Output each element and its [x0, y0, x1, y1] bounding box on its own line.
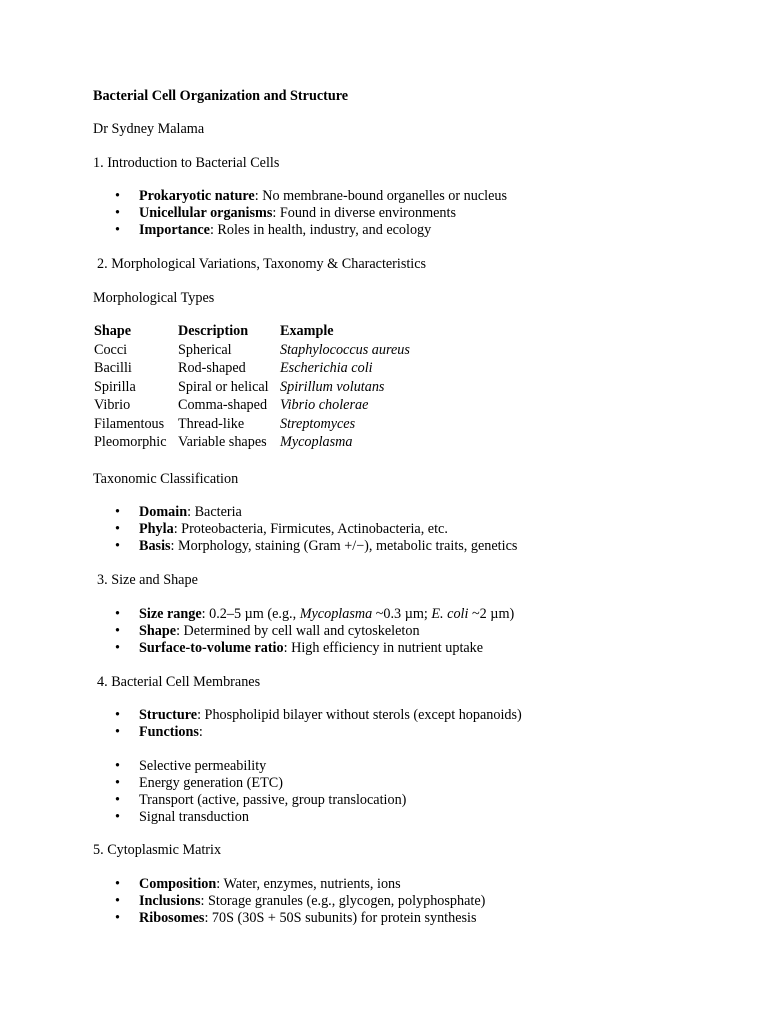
table-row: [93, 360, 441, 379]
item-text: : Proteobacteria, Firmicutes, Actinobacteria, etc.: [173, 521, 448, 537]
list-item: [0, 222, 507, 239]
section-5-heading: 5. Cytoplasmic Matrix: [93, 842, 222, 858]
item-text: : High efficiency in nutrient uptake: [283, 640, 484, 656]
bullet: •: [115, 893, 120, 909]
bullet: •: [115, 707, 120, 723]
item-text: :: [198, 724, 203, 740]
item-text: : Storage granules (e.g., glycogen, polyphosphate): [200, 893, 486, 909]
item-text: : Morphology, staining (Gram +/−), metabolic traits, genetics: [170, 538, 518, 554]
list-item: [0, 504, 517, 521]
item-text: Energy generation (ETC): [139, 775, 283, 791]
bullet: •: [115, 809, 120, 825]
item-term: Prokaryotic nature: [139, 188, 255, 204]
list-item: [0, 707, 522, 724]
item-term: Inclusions: [139, 893, 201, 909]
morphological-types-heading: Morphological Types: [93, 290, 215, 306]
table-row: [93, 342, 441, 361]
bullet: •: [115, 775, 120, 791]
item-term: Unicellular organisms: [139, 205, 273, 221]
list-item: [0, 623, 514, 640]
item-term: Functions: [139, 724, 199, 740]
organism-name: Mycoplasma: [299, 606, 373, 622]
list-item: [0, 606, 514, 623]
bullet: •: [115, 521, 120, 537]
author-name: Dr Sydney Malama: [93, 121, 205, 137]
table-cell: Comma-shaped: [178, 397, 268, 413]
item-text: : 70S (30S + 50S subunits) for protein synthesis: [204, 910, 477, 926]
table-row: [93, 397, 441, 416]
section-4-list: [0, 707, 522, 741]
list-item: [0, 775, 406, 792]
item-text: : 0.2–5 µm (e.g.,: [201, 606, 300, 622]
item-text: Signal transduction: [139, 809, 249, 825]
list-item: [0, 640, 514, 657]
table-row: [93, 379, 441, 398]
list-item: [0, 910, 485, 927]
item-term: Structure: [139, 707, 198, 723]
item-text: : Bacteria: [187, 504, 242, 520]
column-header: Description: [178, 323, 249, 339]
bullet: •: [115, 623, 120, 639]
item-term: Shape: [139, 623, 177, 639]
table-cell: Escherichia coli: [280, 360, 373, 376]
item-term: Phyla: [139, 521, 174, 537]
list-item: [0, 205, 507, 222]
table-cell: Vibrio: [94, 397, 131, 413]
list-item: [0, 758, 406, 775]
item-text: : Phospholipid bilayer without sterols (except hopanoids): [197, 707, 522, 723]
table-cell: Spherical: [178, 341, 232, 358]
column-header: Example: [280, 323, 334, 339]
table-cell: Mycoplasma: [280, 434, 353, 450]
bullet: •: [115, 876, 120, 892]
bullet: •: [115, 640, 120, 656]
bullet: •: [115, 504, 120, 520]
item-text: : Water, enzymes, nutrients, ions: [216, 876, 401, 892]
table-header-row: [93, 323, 441, 342]
taxonomic-classification-heading: Taxonomic Classification: [93, 471, 239, 487]
section-3-heading: 3. Size and Shape: [97, 572, 198, 588]
table-cell: Pleomorphic: [94, 434, 167, 450]
table-cell: Variable shapes: [178, 434, 267, 450]
table-cell: Spirilla: [94, 378, 136, 395]
table-cell: Rod-shaped: [178, 360, 246, 376]
organism-name: E. coli: [431, 606, 469, 622]
item-term: Basis: [139, 538, 171, 554]
item-term: Composition: [139, 876, 217, 892]
section-4-heading: 4. Bacterial Cell Membranes: [97, 674, 261, 690]
item-text: Selective permeability: [139, 758, 267, 774]
table-row: [93, 416, 441, 435]
morphology-table: [93, 323, 441, 453]
table-cell: Filamentous: [94, 415, 165, 432]
bullet: •: [115, 205, 120, 221]
section-2-heading: 2. Morphological Variations, Taxonomy & Characteristics: [97, 256, 427, 272]
table-cell: Thread-like: [178, 415, 245, 432]
bullet: •: [115, 222, 120, 238]
item-text: Transport (active, passive, group translocation): [139, 792, 407, 808]
item-text: : Roles in health, industry, and ecology: [209, 222, 432, 238]
item-text: ~0.3 µm;: [372, 606, 432, 622]
column-header: Shape: [94, 323, 132, 339]
table-cell: Spiral or helical: [178, 378, 269, 395]
list-item: [0, 188, 507, 205]
bullet: •: [115, 910, 120, 926]
item-text: : Determined by cell wall and cytoskeleton: [176, 623, 420, 639]
item-term: Importance: [139, 222, 210, 238]
section-1-heading: 1. Introduction to Bacterial Cells: [93, 155, 280, 171]
section-1-list: [0, 188, 507, 239]
item-term: Surface-to-volume ratio: [139, 640, 284, 656]
bullet: •: [115, 188, 120, 204]
membrane-functions-list: [0, 758, 406, 826]
section-3-list: [0, 606, 514, 657]
list-item: [0, 724, 522, 741]
table-cell: Staphylococcus aureus: [280, 341, 410, 358]
list-item: [0, 792, 406, 809]
list-item: [0, 809, 406, 826]
table-row: [93, 434, 441, 453]
item-term: Domain: [139, 504, 188, 520]
bullet: •: [115, 792, 120, 808]
table-cell: Vibrio cholerae: [280, 397, 369, 413]
document-title: Bacterial Cell Organization and Structure: [93, 88, 349, 104]
item-term: Size range: [139, 606, 202, 622]
list-item: [0, 893, 485, 910]
item-term: Ribosomes: [139, 910, 205, 926]
taxonomy-list: [0, 504, 517, 555]
section-5-list: [0, 876, 485, 927]
table-cell: Streptomyces: [280, 415, 356, 432]
bullet: •: [115, 724, 120, 740]
table-cell: Spirillum volutans: [280, 378, 385, 395]
bullet: •: [115, 606, 120, 622]
list-item: [0, 876, 485, 893]
item-text: : Found in diverse environments: [272, 205, 456, 221]
item-text: : No membrane-bound organelles or nucleus: [254, 188, 508, 204]
bullet: •: [115, 758, 120, 774]
bullet: •: [115, 538, 120, 554]
table-cell: Bacilli: [94, 360, 132, 376]
list-item: [0, 521, 517, 538]
table-cell: Cocci: [94, 341, 128, 358]
item-text: ~2 µm): [468, 606, 515, 622]
list-item: [0, 538, 517, 555]
